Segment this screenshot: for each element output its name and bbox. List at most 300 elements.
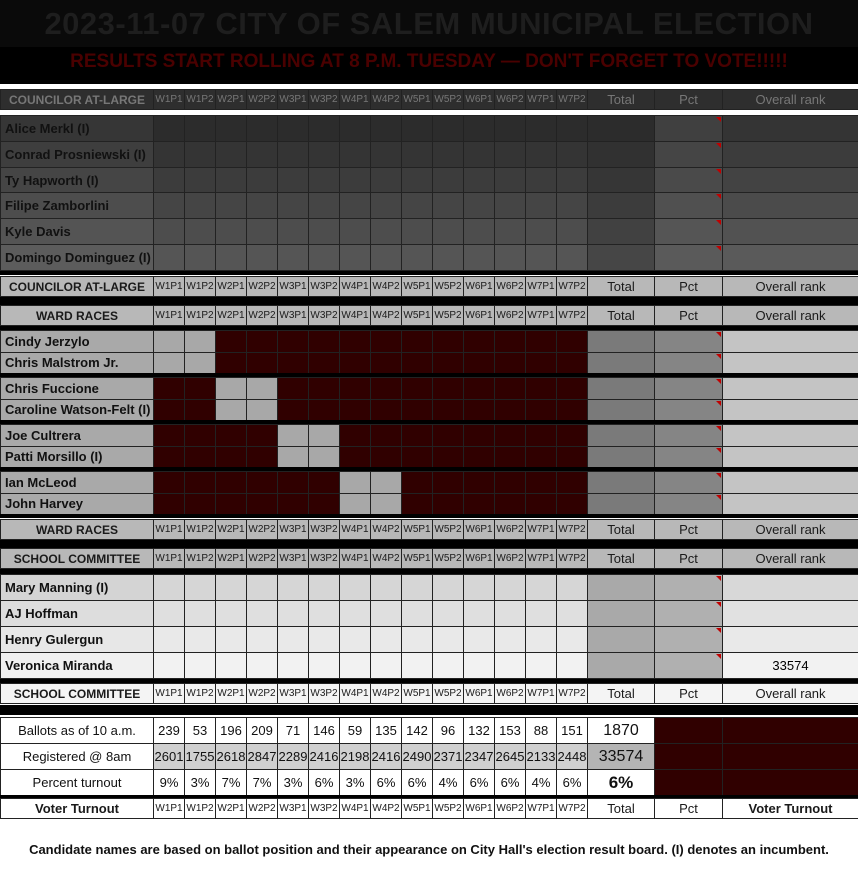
- turnout-value: 2416: [309, 744, 340, 770]
- precinct-cell: [278, 493, 309, 515]
- precinct-cell: [464, 116, 495, 142]
- precinct-cell: [557, 141, 588, 167]
- pct-cell: [655, 219, 723, 245]
- candidate-row: [1, 116, 858, 142]
- turnout-value: 4%: [526, 770, 557, 796]
- pct-cell: [655, 653, 723, 679]
- precinct-cell: [526, 627, 557, 653]
- section-label: SCHOOL COMMITTEE: [1, 684, 154, 704]
- precinct-header: W2P2: [247, 277, 278, 297]
- precinct-cell: [216, 378, 247, 400]
- rank-cell: [723, 770, 858, 796]
- candidate-name: Veronica Miranda: [1, 653, 154, 679]
- precinct-cell: [216, 116, 247, 142]
- precinct-cell: [309, 601, 340, 627]
- candidate-row: [1, 331, 858, 353]
- precinct-cell: [216, 193, 247, 219]
- precinct-cell: [309, 352, 340, 374]
- precinct-cell: [278, 601, 309, 627]
- precinct-header: W3P1: [278, 277, 309, 297]
- precinct-cell: [185, 601, 216, 627]
- precinct-cell: [433, 446, 464, 468]
- total-cell: [588, 116, 655, 142]
- precinct-cell: [154, 653, 185, 679]
- school-footer: [0, 683, 858, 704]
- rank-cell: [723, 193, 858, 219]
- total-header: Total: [588, 306, 655, 326]
- turnout-value: 9%: [154, 770, 185, 796]
- precinct-cell: [216, 141, 247, 167]
- precinct-cell: [216, 653, 247, 679]
- total-header: Total: [588, 799, 655, 819]
- row-divider: [0, 705, 858, 715]
- precinct-cell: [216, 331, 247, 353]
- total-header: Total: [588, 684, 655, 704]
- turnout-value: 2490: [402, 744, 433, 770]
- precinct-cell: [526, 245, 557, 271]
- precinct-cell: [309, 219, 340, 245]
- precinct-cell: [154, 627, 185, 653]
- precinct-header: W7P2: [557, 549, 588, 569]
- precinct-cell: [371, 245, 402, 271]
- precinct-cell: [526, 141, 557, 167]
- precinct-cell: [309, 378, 340, 400]
- precinct-cell: [526, 575, 557, 601]
- total-cell: [588, 399, 655, 421]
- turnout-value: 142: [402, 718, 433, 744]
- precinct-cell: [247, 116, 278, 142]
- turnout-value: 2198: [340, 744, 371, 770]
- rank-cell: [723, 493, 858, 515]
- comment-marker: [716, 495, 721, 500]
- turnout-total: 6%: [588, 770, 655, 796]
- pct-header: Pct: [655, 306, 723, 326]
- precinct-cell: [278, 399, 309, 421]
- precinct-cell: [371, 575, 402, 601]
- rank-cell: [723, 601, 858, 627]
- precinct-cell: [402, 116, 433, 142]
- pct-cell: [655, 352, 723, 374]
- precinct-cell: [340, 399, 371, 421]
- precinct-cell: [309, 399, 340, 421]
- precinct-header: W7P1: [526, 306, 557, 326]
- candidate-block: [0, 471, 858, 515]
- precinct-cell: [185, 141, 216, 167]
- pct-cell: [655, 116, 723, 142]
- precinct-cell: [433, 167, 464, 193]
- precinct-cell: [464, 653, 495, 679]
- rank-cell: [723, 472, 858, 494]
- precinct-header: W5P1: [402, 90, 433, 110]
- precinct-header: W1P1: [154, 90, 185, 110]
- precinct-cell: [247, 425, 278, 447]
- row-divider: [0, 514, 858, 518]
- section-label: WARD RACES: [1, 520, 154, 540]
- candidate-row: [1, 575, 858, 601]
- precinct-cell: [278, 141, 309, 167]
- precinct-cell: [371, 378, 402, 400]
- precinct-header: W6P1: [464, 549, 495, 569]
- precinct-header: W2P1: [216, 277, 247, 297]
- pct-header: Pct: [655, 799, 723, 819]
- precinct-cell: [402, 399, 433, 421]
- turnout-value: 6%: [402, 770, 433, 796]
- precinct-header: W2P2: [247, 799, 278, 819]
- pct-cell: [655, 770, 723, 796]
- precinct-cell: [309, 627, 340, 653]
- ward-footer: [0, 519, 858, 540]
- precinct-header: W3P2: [309, 684, 340, 704]
- precinct-cell: [185, 331, 216, 353]
- candidate-name: Mary Manning (I): [1, 575, 154, 601]
- precinct-cell: [464, 425, 495, 447]
- precinct-cell: [557, 653, 588, 679]
- precinct-cell: [340, 352, 371, 374]
- precinct-cell: [433, 575, 464, 601]
- precinct-header: W4P1: [340, 277, 371, 297]
- precinct-cell: [340, 245, 371, 271]
- candidate-row: [1, 425, 858, 447]
- candidate-name: Henry Gulergun: [1, 627, 154, 653]
- candidate-row: [1, 219, 858, 245]
- candidate-row: [1, 493, 858, 515]
- turnout-value: 2645: [495, 744, 526, 770]
- precinct-cell: [247, 331, 278, 353]
- precinct-cell: [309, 193, 340, 219]
- candidate-block: [0, 574, 858, 679]
- precinct-cell: [309, 575, 340, 601]
- comment-marker: [716, 602, 721, 607]
- precinct-cell: [340, 425, 371, 447]
- turnout-value: 196: [216, 718, 247, 744]
- turnout-value: 3%: [278, 770, 309, 796]
- candidate-row: [1, 141, 858, 167]
- precinct-header: W2P1: [216, 799, 247, 819]
- precinct-cell: [464, 141, 495, 167]
- comment-marker: [716, 401, 721, 406]
- turnout-value: 153: [495, 718, 526, 744]
- precinct-cell: [433, 493, 464, 515]
- precinct-cell: [433, 425, 464, 447]
- precinct-header: W4P2: [371, 549, 402, 569]
- precinct-cell: [464, 472, 495, 494]
- row-divider: [0, 271, 858, 275]
- turnout-value: 6%: [371, 770, 402, 796]
- precinct-cell: [309, 493, 340, 515]
- rank-header: Overall rank: [723, 306, 858, 326]
- section-label: COUNCILOR AT-LARGE: [1, 90, 154, 110]
- precinct-header: W1P1: [154, 549, 185, 569]
- precinct-cell: [402, 193, 433, 219]
- candidate-row: [1, 193, 858, 219]
- turnout-value: 2347: [464, 744, 495, 770]
- precinct-header: W3P1: [278, 799, 309, 819]
- turnout-value: 59: [340, 718, 371, 744]
- candidate-row: [1, 245, 858, 271]
- precinct-cell: [402, 653, 433, 679]
- precinct-cell: [495, 245, 526, 271]
- ward-header: [0, 305, 858, 326]
- precinct-cell: [247, 653, 278, 679]
- precinct-cell: [495, 425, 526, 447]
- precinct-header: W7P1: [526, 90, 557, 110]
- pct-cell: [655, 399, 723, 421]
- precinct-header: W6P1: [464, 520, 495, 540]
- precinct-header: W5P2: [433, 277, 464, 297]
- precinct-cell: [495, 378, 526, 400]
- rank-header: Overall rank: [723, 684, 858, 704]
- rank-cell: [723, 627, 858, 653]
- candidate-row: [1, 446, 858, 468]
- turnout-value: 2416: [371, 744, 402, 770]
- rank-cell: [723, 718, 858, 744]
- precinct-cell: [433, 601, 464, 627]
- candidate-row: [1, 653, 858, 679]
- comment-marker: [716, 194, 721, 199]
- precinct-header: W2P2: [247, 684, 278, 704]
- precinct-header: W6P2: [495, 684, 526, 704]
- rank-header: Overall rank: [723, 520, 858, 540]
- precinct-header: W5P1: [402, 549, 433, 569]
- precinct-cell: [278, 378, 309, 400]
- precinct-header: W5P1: [402, 684, 433, 704]
- rank-header: Overall rank: [723, 277, 858, 297]
- candidate-name: Conrad Prosniewski (I): [1, 141, 154, 167]
- precinct-cell: [247, 352, 278, 374]
- precinct-cell: [371, 493, 402, 515]
- precinct-header: W4P1: [340, 684, 371, 704]
- precinct-header: W7P2: [557, 684, 588, 704]
- pct-cell: [655, 425, 723, 447]
- precinct-cell: [433, 472, 464, 494]
- precinct-header: W7P2: [557, 520, 588, 540]
- precinct-cell: [371, 219, 402, 245]
- precinct-cell: [495, 399, 526, 421]
- precinct-cell: [309, 141, 340, 167]
- precinct-cell: [340, 575, 371, 601]
- precinct-cell: [557, 116, 588, 142]
- precinct-header: W3P1: [278, 90, 309, 110]
- total-header: Total: [588, 549, 655, 569]
- councilor-footer: [0, 276, 858, 297]
- precinct-header: W2P2: [247, 90, 278, 110]
- precinct-cell: [433, 331, 464, 353]
- precinct-cell: [402, 219, 433, 245]
- turnout-value: 2847: [247, 744, 278, 770]
- pct-cell: [655, 167, 723, 193]
- precinct-cell: [278, 116, 309, 142]
- precinct-header: W4P1: [340, 90, 371, 110]
- pct-header: Pct: [655, 520, 723, 540]
- precinct-cell: [464, 378, 495, 400]
- pct-cell: [655, 575, 723, 601]
- precinct-header: W1P1: [154, 684, 185, 704]
- precinct-header: W5P1: [402, 277, 433, 297]
- comment-marker: [716, 354, 721, 359]
- precinct-header: W4P2: [371, 520, 402, 540]
- candidate-name: AJ Hoffman: [1, 601, 154, 627]
- precinct-header: W6P2: [495, 306, 526, 326]
- rank-cell: 33574: [723, 653, 858, 679]
- comment-marker: [716, 576, 721, 581]
- total-cell: [588, 653, 655, 679]
- precinct-cell: [557, 399, 588, 421]
- precinct-header: W5P1: [402, 799, 433, 819]
- total-header: Total: [588, 90, 655, 110]
- candidate-row: [1, 399, 858, 421]
- total-cell: [588, 167, 655, 193]
- candidate-block: [0, 115, 858, 271]
- precinct-cell: [185, 378, 216, 400]
- precinct-header: W3P1: [278, 306, 309, 326]
- turnout-value: 6%: [495, 770, 526, 796]
- precinct-cell: [154, 116, 185, 142]
- precinct-cell: [526, 472, 557, 494]
- turnout-row: [1, 718, 858, 744]
- precinct-header: W3P2: [309, 90, 340, 110]
- precinct-cell: [402, 575, 433, 601]
- precinct-cell: [526, 601, 557, 627]
- footnote: Candidate names are based on ballot position and their appearance on City Hall's election result board. (I) denotes an incumbent.: [29, 842, 829, 857]
- total-cell: [588, 493, 655, 515]
- turnout-value: 2448: [557, 744, 588, 770]
- precinct-cell: [526, 446, 557, 468]
- precinct-cell: [185, 116, 216, 142]
- precinct-cell: [495, 193, 526, 219]
- precinct-cell: [557, 493, 588, 515]
- total-cell: [588, 245, 655, 271]
- candidate-name: Filipe Zamborlini: [1, 193, 154, 219]
- precinct-cell: [185, 653, 216, 679]
- turnout-value: 1755: [185, 744, 216, 770]
- precinct-cell: [247, 472, 278, 494]
- precinct-cell: [557, 167, 588, 193]
- precinct-cell: [309, 116, 340, 142]
- precinct-cell: [278, 167, 309, 193]
- precinct-cell: [402, 352, 433, 374]
- turnout-value: 3%: [340, 770, 371, 796]
- precinct-cell: [185, 472, 216, 494]
- precinct-cell: [526, 425, 557, 447]
- pct-cell: [655, 718, 723, 744]
- candidate-name: Ian McLeod: [1, 472, 154, 494]
- total-cell: [588, 627, 655, 653]
- precinct-cell: [154, 167, 185, 193]
- precinct-cell: [526, 352, 557, 374]
- precinct-cell: [278, 653, 309, 679]
- pct-cell: [655, 331, 723, 353]
- turnout-value: 53: [185, 718, 216, 744]
- precinct-header: W1P1: [154, 306, 185, 326]
- precinct-header: W7P2: [557, 799, 588, 819]
- precinct-cell: [402, 493, 433, 515]
- rank-cell: [723, 378, 858, 400]
- precinct-cell: [278, 193, 309, 219]
- pct-header: Pct: [655, 277, 723, 297]
- precinct-header: W7P1: [526, 549, 557, 569]
- precinct-cell: [495, 653, 526, 679]
- school-header: [0, 548, 858, 569]
- precinct-cell: [340, 653, 371, 679]
- candidate-row: [1, 167, 858, 193]
- precinct-cell: [557, 352, 588, 374]
- precinct-header: W7P1: [526, 277, 557, 297]
- candidate-name: John Harvey: [1, 493, 154, 515]
- pct-cell: [655, 493, 723, 515]
- precinct-cell: [464, 575, 495, 601]
- precinct-header: W1P2: [185, 277, 216, 297]
- turnout-value: 2618: [216, 744, 247, 770]
- pct-cell: [655, 601, 723, 627]
- precinct-header: W5P2: [433, 306, 464, 326]
- precinct-cell: [495, 116, 526, 142]
- total-cell: [588, 331, 655, 353]
- precinct-header: W6P1: [464, 90, 495, 110]
- precinct-header: W5P2: [433, 799, 464, 819]
- turnout-value: 2371: [433, 744, 464, 770]
- precinct-cell: [402, 472, 433, 494]
- rank-cell: [723, 446, 858, 468]
- precinct-cell: [402, 446, 433, 468]
- precinct-cell: [340, 193, 371, 219]
- precinct-cell: [309, 167, 340, 193]
- turnout-value: 88: [526, 718, 557, 744]
- precinct-cell: [216, 425, 247, 447]
- precinct-cell: [371, 141, 402, 167]
- precinct-header: W6P2: [495, 90, 526, 110]
- precinct-header: W4P2: [371, 90, 402, 110]
- comment-marker: [716, 448, 721, 453]
- precinct-cell: [526, 493, 557, 515]
- candidate-name: Alice Merkl (I): [1, 116, 154, 142]
- precinct-cell: [278, 352, 309, 374]
- precinct-cell: [154, 193, 185, 219]
- precinct-cell: [278, 627, 309, 653]
- precinct-header: W5P2: [433, 90, 464, 110]
- precinct-cell: [433, 653, 464, 679]
- precinct-header: W4P1: [340, 520, 371, 540]
- candidate-block: [0, 424, 858, 468]
- precinct-cell: [340, 627, 371, 653]
- rank-cell: [723, 141, 858, 167]
- precinct-cell: [278, 472, 309, 494]
- precinct-cell: [154, 245, 185, 271]
- turnout-value: 132: [464, 718, 495, 744]
- precinct-cell: [371, 472, 402, 494]
- precinct-header: W1P2: [185, 549, 216, 569]
- pct-cell: [655, 627, 723, 653]
- turnout-label: Percent turnout: [1, 770, 154, 796]
- precinct-header: W3P2: [309, 520, 340, 540]
- precinct-header: W6P1: [464, 684, 495, 704]
- precinct-cell: [557, 627, 588, 653]
- turnout-value: 6%: [557, 770, 588, 796]
- precinct-cell: [154, 601, 185, 627]
- precinct-cell: [154, 378, 185, 400]
- precinct-cell: [340, 116, 371, 142]
- precinct-header: W4P2: [371, 277, 402, 297]
- precinct-header: W4P1: [340, 549, 371, 569]
- page-title: 2023-11-07 CITY OF SALEM MUNICIPAL ELECTION: [0, 0, 858, 47]
- precinct-header: W4P1: [340, 799, 371, 819]
- precinct-cell: [278, 446, 309, 468]
- precinct-cell: [154, 472, 185, 494]
- comment-marker: [716, 246, 721, 251]
- precinct-cell: [371, 425, 402, 447]
- precinct-cell: [340, 601, 371, 627]
- precinct-header: W5P2: [433, 549, 464, 569]
- precinct-cell: [278, 331, 309, 353]
